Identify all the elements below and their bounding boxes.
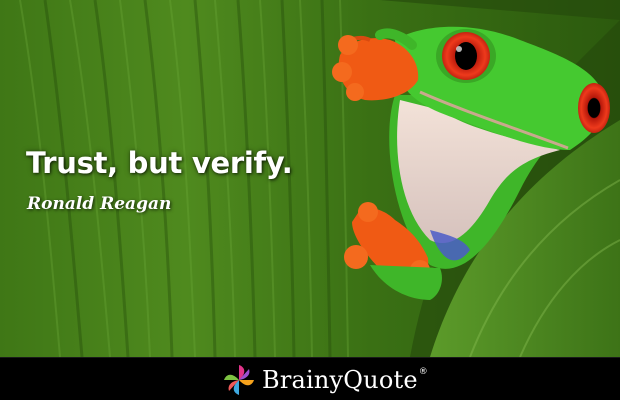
brand-logo-link[interactable] [222, 364, 428, 396]
footer-bar [0, 357, 620, 400]
registered-mark: ® [418, 367, 428, 377]
brand-name: BrainyQuote [262, 366, 418, 394]
quote-author: Ronald Reagan [27, 194, 172, 214]
quote-text: Trust, but verify. [26, 146, 293, 180]
pinwheel-logo-icon [222, 363, 256, 397]
